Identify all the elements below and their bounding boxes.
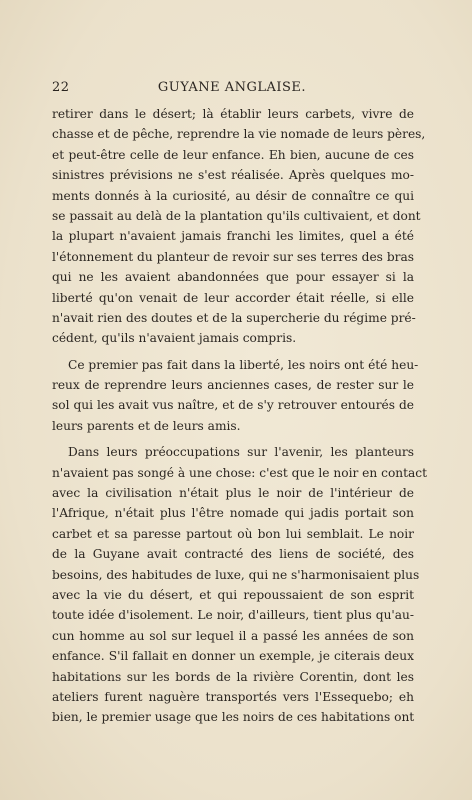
text-line: ateliers furent naguère transportés vers l'Essequebo; eh [52, 689, 414, 704]
text-line: chasse et de pêche, reprendre la vie nomade de leurs pères, [52, 127, 426, 142]
text-line: l'Afrique, n'était plus l'être nomade qui jadis portait son [52, 506, 414, 521]
text-line: bien, le premier usage que les noirs de ces habitations ont [52, 710, 415, 725]
text-line: cédent, qu'ils n'avaient jamais compris. [52, 331, 297, 346]
text-line: carbet et sa paresse partout où bon lui semblait. Le noir [52, 526, 414, 541]
text-line: la plupart n'avaient jamais franchi les limites, quel a été [52, 229, 414, 244]
text-line: habitations sur les bords de la rivière Corentin, dont les [52, 669, 414, 684]
text-line: de la Guyane avait contracté des liens de société, des [52, 547, 414, 562]
page-header [52, 80, 412, 100]
text-line: enfance. S'il fallait en donner un exemple, je citerais deux [52, 649, 414, 664]
running-title: GUYANE ANGLAISE. [157, 80, 307, 95]
text-line: sol qui les avait vus naître, et de s'y retrouver entourés de [52, 398, 414, 413]
text-line: n'avait rien des doutes et de la supercherie du régime pré- [52, 310, 416, 325]
text-line: se passait au delà de la plantation qu'ils cultivaient, et dont [52, 208, 421, 223]
text-line: l'étonnement du planteur de revoir sur ses terres des bras [52, 249, 414, 264]
text-line: cun homme au sol sur lequel il a passé les années de son [52, 628, 414, 643]
paragraph [52, 442, 428, 727]
paragraph [52, 104, 426, 349]
text-line: n'avaient pas songé à une chose: c'est que le noir en contact [52, 465, 428, 480]
text-line: qui ne les avaient abandonnées que pour essayer si la [52, 270, 414, 285]
text-line: et peut-être celle de leur enfance. Eh bien, aucune de ces [52, 147, 414, 162]
text-line: Ce premier pas fait dans la liberté, les noirs ont été heu- [68, 357, 419, 372]
paragraph [52, 355, 419, 437]
text-line: avec la civilisation n'était plus le noir de l'intérieur de [52, 486, 414, 501]
text-line: Dans leurs préoccupations sur l'avenir, les planteurs [68, 445, 414, 460]
text-line: avec la vie du désert, et qui repoussaient de son esprit [52, 587, 414, 602]
text-line: besoins, des habitudes de luxe, qui ne s'harmonisaient plus [52, 567, 420, 582]
body-text [52, 104, 428, 734]
text-line: leurs parents et de leurs amis. [52, 418, 241, 433]
text-line: toute idée d'isolement. Le noir, d'ailleurs, tient plus qu'au- [52, 608, 414, 623]
text-line: liberté qu'on venait de leur accorder était réelle, si elle [52, 290, 414, 305]
page-number: 22 [52, 80, 70, 95]
text-line: retirer dans le désert; là établir leurs carbets, vivre de [52, 107, 414, 121]
text-line: ments donnés à la curiosité, au désir de connaître ce qui [52, 188, 414, 203]
text-line: reux de reprendre leurs anciennes cases, de rester sur le [52, 378, 414, 393]
text-line: sinistres prévisions ne s'est réalisée. Après quelques mo- [52, 168, 414, 183]
